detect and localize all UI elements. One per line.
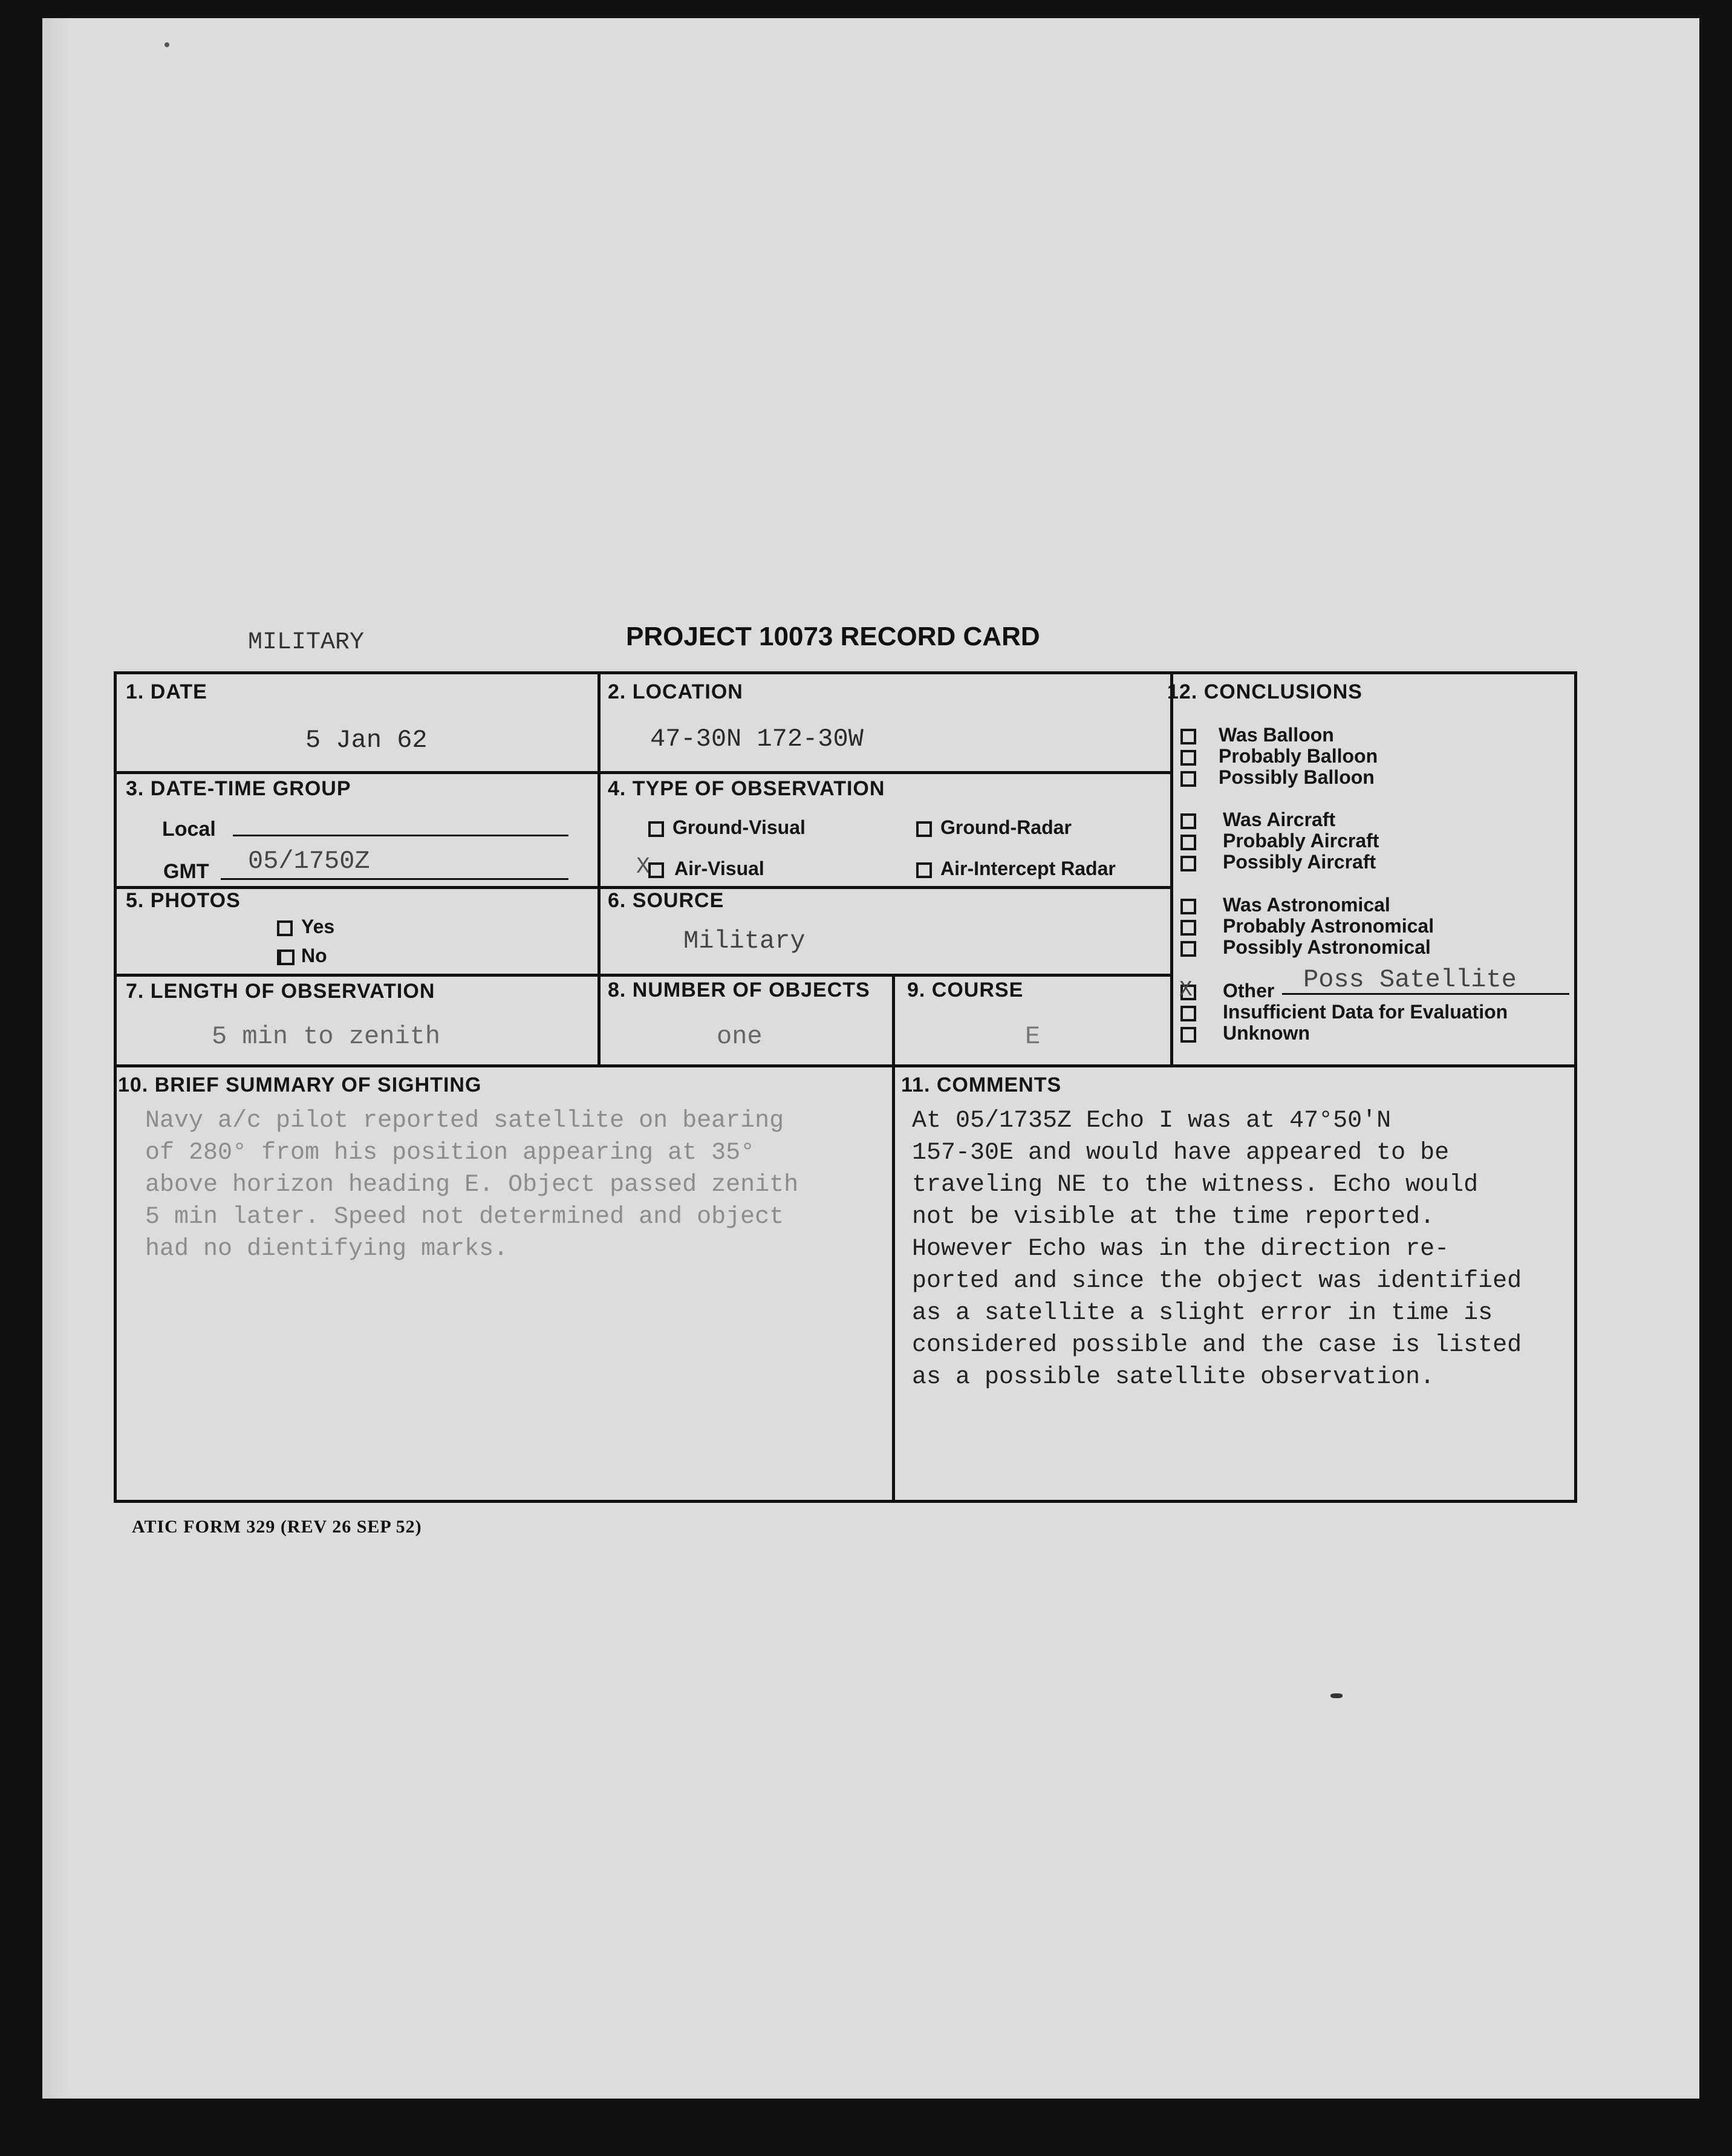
summary-line: above horizon heading E. Object passed zenith xyxy=(145,1171,799,1199)
dtg-gmt-value: 05/1750Z xyxy=(248,847,370,876)
date-label: 1. DATE xyxy=(126,680,207,703)
divider-col2b xyxy=(892,974,895,1503)
photos-yes-checkbox[interactable] xyxy=(277,920,293,936)
comments-line: traveling NE to the witness. Echo would xyxy=(912,1171,1479,1199)
conclusion-checkbox[interactable] xyxy=(1180,813,1196,829)
dtg-gmt-line xyxy=(221,878,568,880)
conclusion-checkbox[interactable] xyxy=(1180,771,1196,787)
divider-col1 xyxy=(597,674,601,1064)
photos-label: 5. PHOTOS xyxy=(126,889,241,912)
film-edge-shade xyxy=(42,18,70,2099)
photos-yes-label: Yes xyxy=(301,916,335,937)
date-value: 5 Jan 62 xyxy=(305,726,428,755)
form-id: ATIC FORM 329 (REV 26 SEP 52) xyxy=(132,1517,422,1537)
conclusion-checkbox[interactable] xyxy=(1180,920,1196,936)
course-value: E xyxy=(1025,1022,1041,1051)
conclusion-checkbox[interactable] xyxy=(1180,1006,1196,1021)
dtg-gmt-label: GMT xyxy=(163,860,209,883)
summary-text xyxy=(145,1105,798,1265)
comments-line: as a satellite a slight error in time is xyxy=(912,1300,1493,1327)
divider-row4 xyxy=(117,1064,1574,1067)
ground-radar-label: Ground-Radar xyxy=(940,816,1072,838)
comments-line: not be visible at the time reported. xyxy=(912,1203,1435,1231)
air-intercept-radar-label: Air-Intercept Radar xyxy=(940,858,1116,879)
air-intercept-radar-checkbox[interactable] xyxy=(916,862,932,878)
air-visual-checkbox[interactable] xyxy=(648,862,664,878)
comments-line: considered possible and the case is listed xyxy=(912,1332,1522,1359)
conclusion-label: Was Balloon xyxy=(1219,724,1334,746)
conclusion-checkbox[interactable] xyxy=(1180,899,1196,914)
length-label: 7. LENGTH OF OBSERVATION xyxy=(126,980,435,1003)
film-speck xyxy=(1330,1693,1343,1698)
divider-col3 xyxy=(1170,674,1173,1067)
type-obs-label: 4. TYPE OF OBSERVATION xyxy=(608,777,885,800)
comments-label: 11. COMMENTS xyxy=(901,1073,1062,1096)
source-label: 6. SOURCE xyxy=(608,889,724,912)
conclusion-checkbox[interactable] xyxy=(1180,941,1196,957)
conclusion-label: Probably Balloon xyxy=(1219,745,1378,767)
comments-line: 157-30E and would have appeared to be xyxy=(912,1139,1450,1167)
ground-visual-checkbox[interactable] xyxy=(648,821,664,837)
divider-row1 xyxy=(117,771,1172,774)
conclusion-checkbox[interactable] xyxy=(1180,835,1196,850)
conclusion-checkbox[interactable] xyxy=(1180,856,1196,871)
num-objects-value: one xyxy=(717,1022,763,1051)
summary-label: 10. BRIEF SUMMARY OF SIGHTING xyxy=(118,1073,482,1096)
card-title: PROJECT 10073 RECORD CARD xyxy=(626,622,1040,651)
photos-no-checkbox[interactable] xyxy=(277,949,295,965)
photos-no-label: No xyxy=(301,945,327,966)
other-value: Poss Satellite xyxy=(1303,965,1517,994)
summary-line: 5 min later. Speed not determined and object xyxy=(145,1203,784,1231)
conclusion-label: Other xyxy=(1223,980,1275,1001)
ground-visual-label: Ground-Visual xyxy=(672,816,806,838)
comments-text xyxy=(912,1105,1522,1393)
conclusion-label: Unknown xyxy=(1223,1022,1310,1044)
course-label: 9. COURSE xyxy=(907,979,1024,1001)
conclusion-label: Was Aircraft xyxy=(1223,809,1336,830)
summary-line: had no dientifying marks. xyxy=(145,1236,509,1263)
location-label: 2. LOCATION xyxy=(608,680,743,703)
conclusion-label: Possibly Astronomical xyxy=(1223,936,1431,958)
comments-line: At 05/1735Z Echo I was at 47°50'N xyxy=(912,1107,1392,1135)
conclusion-label: Probably Astronomical xyxy=(1223,915,1434,937)
film-speck xyxy=(164,42,169,47)
conclusion-checkbox[interactable] xyxy=(1180,729,1196,744)
comments-line: as a possible satellite observation. xyxy=(912,1364,1435,1391)
conclusion-label: Possibly Aircraft xyxy=(1223,851,1376,873)
dtg-local-line xyxy=(233,835,568,836)
conclusion-label: Was Astronomical xyxy=(1223,894,1390,916)
comments-line: However Echo was in the direction re- xyxy=(912,1236,1450,1263)
air-visual-mark: X xyxy=(636,854,650,880)
num-objects-label: 8. NUMBER OF OBJECTS xyxy=(608,979,870,1001)
dtg-label: 3. DATE-TIME GROUP xyxy=(126,777,351,800)
length-value: 5 min to zenith xyxy=(212,1022,441,1051)
dtg-local-label: Local xyxy=(162,818,216,841)
military-stamp: MILITARY xyxy=(248,629,365,656)
comments-line: ported and since the object was identified xyxy=(912,1268,1522,1295)
summary-line: Navy a/c pilot reported satellite on bearing xyxy=(145,1107,784,1135)
conclusion-label: Possibly Balloon xyxy=(1219,766,1375,788)
conclusion-checkbox[interactable] xyxy=(1180,750,1196,766)
conclusions-label: 12. CONCLUSIONS xyxy=(1167,680,1362,703)
summary-line: of 280° from his position appearing at 35° xyxy=(145,1139,755,1167)
conclusion-checkbox[interactable] xyxy=(1180,1027,1196,1043)
conclusion-label: Probably Aircraft xyxy=(1223,830,1379,852)
source-value: Military xyxy=(683,927,806,956)
divider-row3 xyxy=(117,974,1172,977)
location-value: 47-30N 172-30W xyxy=(650,725,864,754)
ground-radar-checkbox[interactable] xyxy=(916,821,932,837)
conclusion-label: Insufficient Data for Evaluation xyxy=(1223,1001,1508,1023)
other-mark: X xyxy=(1179,977,1193,1002)
air-visual-label: Air-Visual xyxy=(674,858,764,879)
